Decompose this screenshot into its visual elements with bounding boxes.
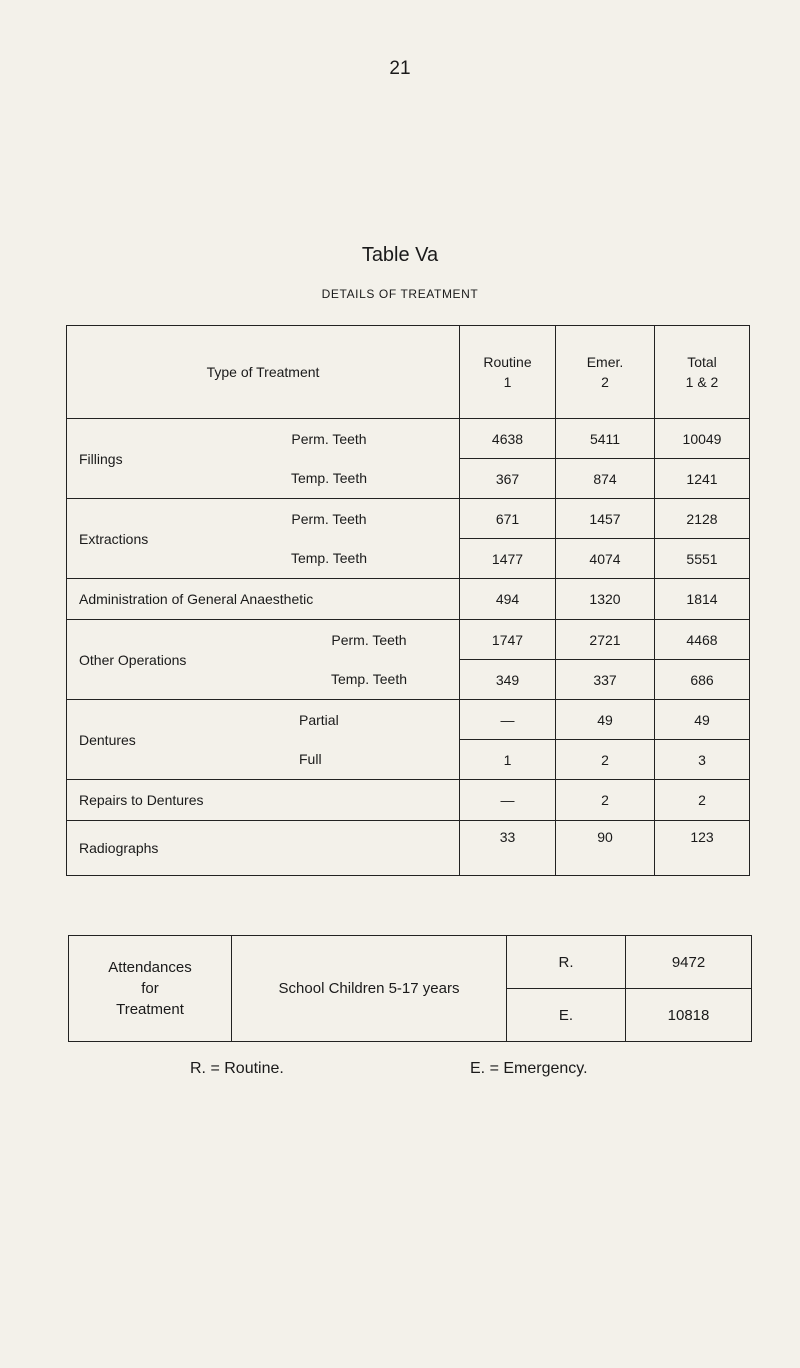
header-row bbox=[67, 326, 750, 419]
other-operations-temp-routine: 349 bbox=[460, 660, 556, 700]
header-total-num: 1 & 2 bbox=[685, 374, 719, 390]
treatment-details-table bbox=[66, 325, 750, 876]
header-routine-label: Routine bbox=[483, 354, 532, 370]
routine-value: 9472 bbox=[626, 936, 752, 989]
fillings-perm-total: 10049 bbox=[655, 419, 750, 459]
table-subtitle: DETAILS OF TREATMENT bbox=[321, 287, 479, 301]
attendances-label-line1: Attendances bbox=[108, 959, 192, 976]
other-operations-temp-emer: 337 bbox=[556, 660, 655, 700]
table-row bbox=[67, 821, 750, 876]
extractions-temp-sub: Temp. Teeth bbox=[290, 549, 367, 566]
fillings-temp-routine: 367 bbox=[460, 459, 556, 499]
repairs-total: 2 bbox=[655, 780, 750, 821]
extractions-cell bbox=[67, 499, 460, 579]
page-number: 21 bbox=[389, 58, 411, 79]
extractions-perm-total: 2128 bbox=[655, 499, 750, 539]
repairs-emer: 2 bbox=[556, 780, 655, 821]
anaesthetic-total: 1814 bbox=[655, 579, 750, 620]
dentures-full-routine: 1 bbox=[460, 740, 556, 780]
radiographs-total: 123 bbox=[655, 821, 750, 876]
emergency-code: E. bbox=[507, 989, 626, 1042]
header-routine-num: 1 bbox=[503, 374, 512, 390]
extractions-temp-total: 5551 bbox=[655, 539, 750, 579]
table-title: Table Va bbox=[361, 244, 439, 266]
table-row bbox=[67, 499, 750, 539]
attendances-table bbox=[68, 935, 752, 1042]
fillings-perm-routine: 4638 bbox=[460, 419, 556, 459]
dentures-partial-emer: 49 bbox=[556, 700, 655, 740]
emergency-value: 10818 bbox=[626, 989, 752, 1042]
anaesthetic-routine: 494 bbox=[460, 579, 556, 620]
other-operations-cell bbox=[67, 620, 460, 700]
other-operations-label: Other Operations bbox=[79, 651, 187, 668]
fillings-temp-total: 1241 bbox=[655, 459, 750, 499]
header-type: Type of Treatment bbox=[67, 326, 460, 419]
fillings-perm-sub: Perm. Teeth bbox=[291, 430, 367, 447]
header-emer-num: 2 bbox=[601, 374, 609, 390]
radiographs-emer: 90 bbox=[556, 821, 655, 876]
attendances-group: School Children 5-17 years bbox=[232, 936, 507, 1042]
extractions-perm-routine: 671 bbox=[460, 499, 556, 539]
dentures-partial-routine: — bbox=[460, 700, 556, 740]
other-operations-perm-total: 4468 bbox=[655, 620, 750, 660]
header-total-label: Total bbox=[687, 354, 717, 370]
radiographs-label: Radiographs bbox=[67, 821, 460, 876]
dentures-cell bbox=[67, 700, 460, 780]
extractions-perm-sub: Perm. Teeth bbox=[291, 510, 367, 527]
legend-emergency: E. = Emergency. bbox=[470, 1060, 588, 1077]
fillings-temp-emer: 874 bbox=[556, 459, 655, 499]
extractions-temp-emer: 4074 bbox=[556, 539, 655, 579]
extractions-temp-routine: 1477 bbox=[460, 539, 556, 579]
header-total bbox=[655, 326, 750, 419]
table-row bbox=[67, 700, 750, 740]
other-operations-temp-sub: Temp. Teeth bbox=[330, 670, 407, 687]
header-emer-label: Emer. bbox=[586, 354, 624, 370]
attendances-label-line3: Treatment bbox=[116, 1001, 184, 1018]
extractions-perm-emer: 1457 bbox=[556, 499, 655, 539]
other-operations-perm-emer: 2721 bbox=[556, 620, 655, 660]
fillings-temp-sub: Temp. Teeth bbox=[290, 469, 367, 486]
header-emer bbox=[556, 326, 655, 419]
dentures-full-sub: Full bbox=[299, 750, 322, 767]
repairs-routine: — bbox=[460, 780, 556, 821]
anaesthetic-label: Administration of General Anaesthetic bbox=[67, 579, 460, 620]
other-operations-perm-sub: Perm. Teeth bbox=[331, 631, 407, 648]
table-row bbox=[67, 780, 750, 821]
attendances-label bbox=[69, 936, 232, 1042]
table-row bbox=[67, 620, 750, 660]
attendances-label-line2: for bbox=[141, 980, 159, 997]
table-row bbox=[67, 419, 750, 459]
table-row bbox=[67, 579, 750, 620]
radiographs-routine: 33 bbox=[460, 821, 556, 876]
dentures-label: Dentures bbox=[79, 731, 136, 748]
extractions-label: Extractions bbox=[79, 530, 149, 547]
repairs-label: Repairs to Dentures bbox=[67, 780, 460, 821]
header-routine bbox=[460, 326, 556, 419]
dentures-full-emer: 2 bbox=[556, 740, 655, 780]
fillings-label: Fillings bbox=[79, 450, 123, 467]
dentures-partial-total: 49 bbox=[655, 700, 750, 740]
fillings-perm-emer: 5411 bbox=[556, 419, 655, 459]
other-operations-temp-total: 686 bbox=[655, 660, 750, 700]
dentures-partial-sub: Partial bbox=[299, 711, 339, 728]
table-row bbox=[69, 936, 752, 989]
other-operations-perm-routine: 1747 bbox=[460, 620, 556, 660]
legend-routine: R. = Routine. bbox=[190, 1060, 284, 1077]
routine-code: R. bbox=[507, 936, 626, 989]
fillings-cell bbox=[67, 419, 460, 499]
dentures-full-total: 3 bbox=[655, 740, 750, 780]
anaesthetic-emer: 1320 bbox=[556, 579, 655, 620]
